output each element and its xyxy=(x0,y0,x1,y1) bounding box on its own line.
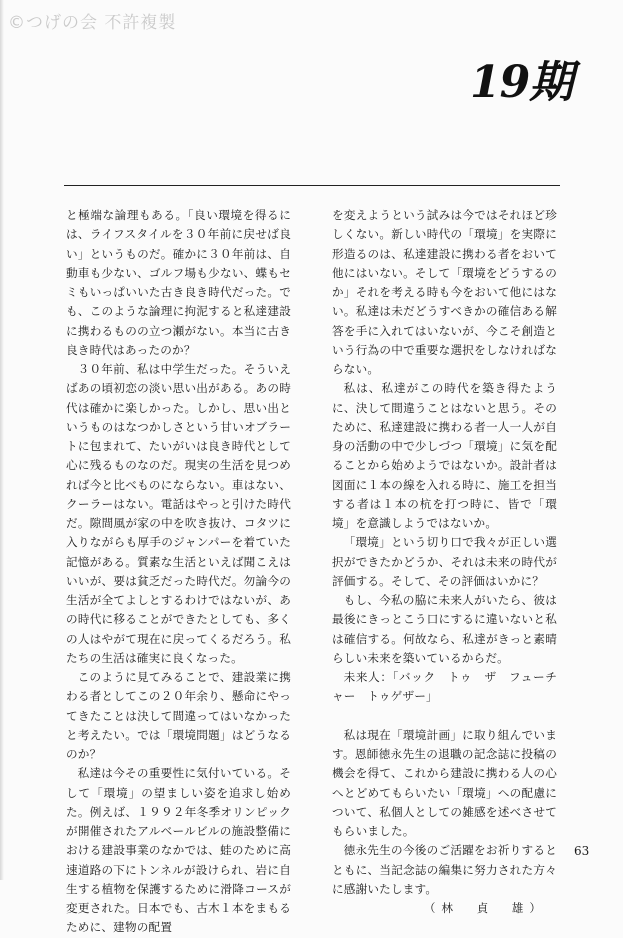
paragraph: 未来人：「バック トゥ ザ フューチャー トゥゲザー」 xyxy=(332,670,557,704)
paragraph: と極端な論理もある。「良い環境を得るには、ライフスタイルを３０年前に戻せば良い」というものだ。確かに３０年前は、自動車も少ない、ゴルフ場も少ない、蝶もセミもいっぱいいた古き良き時代だった。でも、このような論理に拘泥すると私達建設に携わるものの立つ瀬がない。本当に古き良き時代はあったのか？ xyxy=(66,208,291,357)
author-signature: （林 貞 雄） xyxy=(423,901,547,915)
paragraph: を変えようという試みは今ではそれほど珍しくない。新しい時代の「環境」を実際に形造るのは、私達建設に携わる者をおいて他にはいない。そして「環境をどうするのか」それを考える時も今をおいて他にはない。私達は未だどうすべきかの確信ある解答を手に入れてはいないが、今こそ創造という行為の中で重要な選択をしなければならない。 xyxy=(332,208,557,376)
paragraph: ３０年前、私は中学生だった。そういえばあの頃初恋の淡い思い出がある。あの時代は確かに楽しかった。しかし、思い出というものはなつかしさという甘いオブラートに包まれて、たいがいは良き時代として心に残るものなのだ。現実の生活を見つめれば今と比べものにならない。車はない、クーラーはない。電話はやっと引けた時代だ。隙間風が家の中を吹き抜け、コタツに入りながらも厚手のジャンパーを着ていた記憶がある。質素な生活といえば聞こえはいいが、要は貧乏だった時代だ。勿論今の生活が全てよしとするわけではないが、あの時代に移ることができたとしても、多くの人はやがて現在に戻ってくるだろう。私たちの生活は確実に良くなった。 xyxy=(66,362,291,665)
page-number: 63 xyxy=(574,844,590,858)
chapter-title: 19期 xyxy=(470,57,573,108)
paragraph: もし、今私の脇に未来人がいたら、彼は最後にきっとこう口にするに違いないと私は確信する。何故なら、私達がきっと素晴らしい未来を築いているからだ。 xyxy=(332,593,557,665)
right-column xyxy=(332,206,557,918)
postscript-paragraph: 私は現在「環境計画」に取り組んでいます。恩師徳永先生の退職の記念誌に投稿の機会を得て、これから建設に携わる人の心へとどめてもらいたい「環境」への配慮について、私個人としての雑感を述べさせてもらいました。 xyxy=(332,727,557,838)
paragraph: 私達は今その重要性に気付いている。そして「環境」の望ましい姿を追求し始めた。例えば、１９９２年冬季オリンピックが開催されたアルベールビルの施設整備における建設事業のなかでは、蛙のために高速道路の下にトンネルが設けられ、岩に自生する植物を保護するために滑降コースが変更された。日本でも、古木１本をまもるために、建物の配置 xyxy=(66,766,291,935)
paragraph: 私は、私達がこの時代を築き得たように、決して間違うことはないと思う。そのために、私達建設に携わる者一人一人が自身の活動の中で少しづつ「環境」に気を配ることから始めようではないか。設計者は図面に１本の線を入れる時に、施工を担当する者は１本の杭を打つ時に、皆で「環境」を意識しようではないか。 xyxy=(332,381,557,530)
header-rule xyxy=(64,185,560,186)
postscript-paragraph: 徳永先生の今後のご活躍をお祈りするとともに、当記念誌の編集に努力された方々に感謝いたします。 xyxy=(332,843,557,896)
left-column xyxy=(66,206,291,938)
scan-edge xyxy=(0,0,4,880)
copyright-watermark: ©つげの会 不許複製 xyxy=(8,13,177,33)
paragraph: 「環境」という切り口で我々が正しい選択ができたかどうか、それは未来の時代が評価する。そして、その評価はいかに？ xyxy=(332,535,557,588)
paragraph: このように見てみることで、建設業に携わる者としてこの２０年余り、懸命にやってきたことは決して間違ってはいなかったと考えたい。では「環境問題」はどうなるのか？ xyxy=(66,670,291,761)
